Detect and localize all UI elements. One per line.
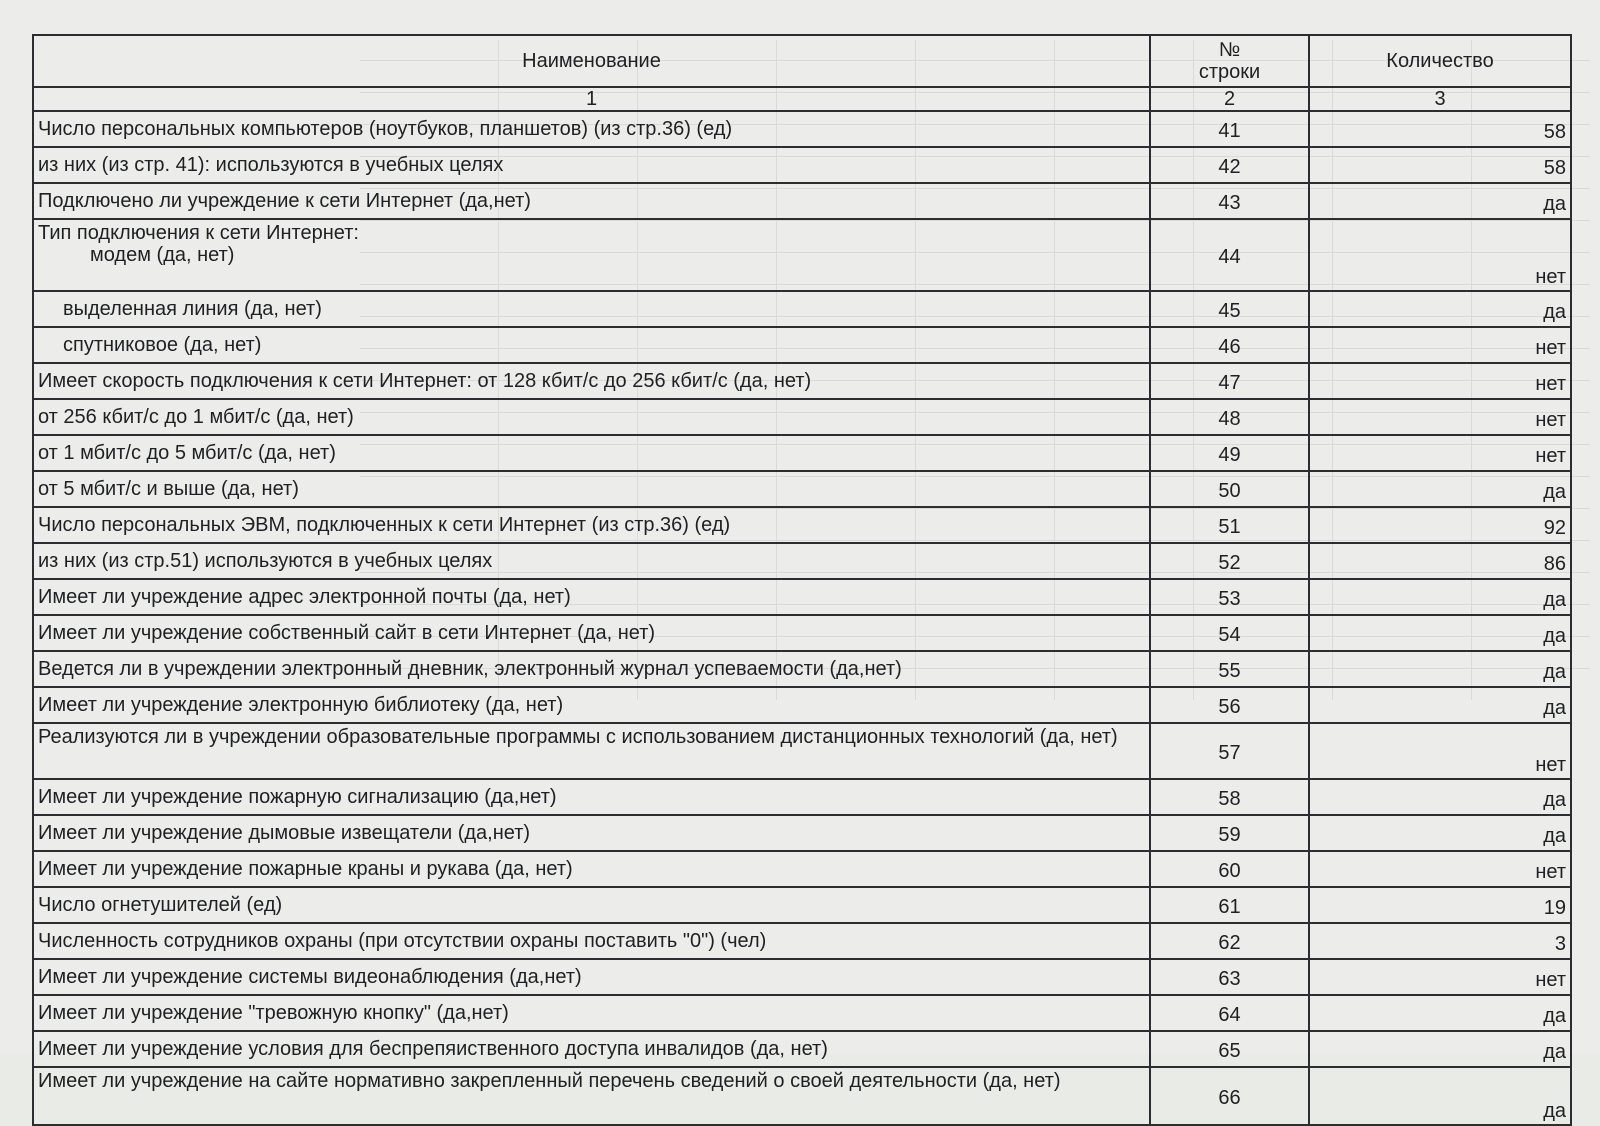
row-value: нет: [1309, 219, 1571, 291]
row-name-indented: выделенная линия (да, нет): [63, 298, 322, 320]
row-value: нет: [1309, 327, 1571, 363]
table-row: [33, 291, 1571, 327]
row-name: Численность сотрудников охраны (при отсутствии охраны поставить "0") (чел): [33, 923, 1150, 959]
row-name: из них (из стр. 41): используются в учебных целях: [33, 147, 1150, 183]
table-row: [33, 363, 1571, 399]
header-name: Наименование: [33, 35, 1150, 87]
row-name: Имеет ли учреждение условия для беспрепяиственного доступа инвалидов (да, нет): [33, 1031, 1150, 1067]
table-row: [33, 651, 1571, 687]
row-value: да: [1309, 995, 1571, 1031]
row-number: 65: [1150, 1031, 1309, 1067]
row-number: 42: [1150, 147, 1309, 183]
row-value: 58: [1309, 111, 1571, 147]
row-name: Имеет ли учреждение пожарные краны и рукава (да, нет): [33, 851, 1150, 887]
row-value: нет: [1309, 959, 1571, 995]
row-number: 56: [1150, 687, 1309, 723]
table-row: [33, 579, 1571, 615]
row-name: Имеет ли учреждение дымовые извещатели (да,нет): [33, 815, 1150, 851]
row-number: 62: [1150, 923, 1309, 959]
row-name: Имеет ли учреждение адрес электронной почты (да, нет): [33, 579, 1150, 615]
row-value: 58: [1309, 147, 1571, 183]
row-name: Число персональных ЭВМ, подключенных к сети Интернет (из стр.36) (ед): [33, 507, 1150, 543]
row-number: 61: [1150, 887, 1309, 923]
row-number: 58: [1150, 779, 1309, 815]
table-row: [33, 435, 1571, 471]
row-value: 3: [1309, 923, 1571, 959]
row-name: Реализуются ли в учреждении образовательные программы с использованием дистанционных технологий (да, нет): [33, 723, 1150, 779]
row-name: от 256 кбит/с до 1 мбит/с (да, нет): [33, 399, 1150, 435]
row-number: 44: [1150, 219, 1309, 291]
table-row: [33, 147, 1571, 183]
table-row: [33, 887, 1571, 923]
table-row: [33, 1031, 1571, 1067]
table-row: [33, 543, 1571, 579]
row-value: да: [1309, 687, 1571, 723]
row-value: да: [1309, 183, 1571, 219]
row-number: 48: [1150, 399, 1309, 435]
column-index-row: [33, 87, 1571, 111]
row-name: Число огнетушителей (ед): [33, 887, 1150, 923]
header-number-word: строки: [1198, 61, 1261, 83]
row-number: 51: [1150, 507, 1309, 543]
row-number: 46: [1150, 327, 1309, 363]
table-row: [33, 399, 1571, 435]
row-value: да: [1309, 779, 1571, 815]
table-row: [33, 219, 1571, 291]
row-number: 52: [1150, 543, 1309, 579]
row-number: 66: [1150, 1067, 1309, 1125]
row-name: из них (из стр.51) используются в учебных целях: [33, 543, 1150, 579]
row-name: от 1 мбит/с до 5 мбит/с (да, нет): [33, 435, 1150, 471]
table-row: [33, 779, 1571, 815]
row-name-indented: спутниковое (да, нет): [63, 334, 262, 356]
row-number: 41: [1150, 111, 1309, 147]
row-name: Имеет ли учреждение "тревожную кнопку" (да,нет): [33, 995, 1150, 1031]
table-row: [33, 1067, 1571, 1125]
row-value: да: [1309, 1031, 1571, 1067]
header-number-sign: №: [1218, 39, 1241, 61]
row-number: 60: [1150, 851, 1309, 887]
row-number: 45: [1150, 291, 1309, 327]
row-value: да: [1309, 1067, 1571, 1125]
row-value: да: [1309, 815, 1571, 851]
row-value: да: [1309, 579, 1571, 615]
table-row: [33, 723, 1571, 779]
row-number: 59: [1150, 815, 1309, 851]
row-value: 19: [1309, 887, 1571, 923]
table-header-row: [33, 35, 1571, 87]
row-number: 63: [1150, 959, 1309, 995]
row-name: [33, 219, 1150, 291]
table-row: [33, 111, 1571, 147]
statistics-form-table: [32, 34, 1572, 1126]
header-row-number: [1150, 35, 1309, 87]
row-name: Ведется ли в учреждении электронный дневник, электронный журнал успеваемости (да,нет): [33, 651, 1150, 687]
row-name: от 5 мбит/с и выше (да, нет): [33, 471, 1150, 507]
row-value: нет: [1309, 399, 1571, 435]
row-value: нет: [1309, 851, 1571, 887]
row-value: 86: [1309, 543, 1571, 579]
table-row: [33, 507, 1571, 543]
row-name: [33, 327, 1150, 363]
table-row: [33, 815, 1571, 851]
row-number: 50: [1150, 471, 1309, 507]
row-number: 54: [1150, 615, 1309, 651]
row-number: 47: [1150, 363, 1309, 399]
header-quantity: Количество: [1309, 35, 1571, 87]
row-value: да: [1309, 471, 1571, 507]
row-number: 64: [1150, 995, 1309, 1031]
row-name: Имеет ли учреждение собственный сайт в сети Интернет (да, нет): [33, 615, 1150, 651]
row-name-main: Тип подключения к сети Интернет:: [38, 222, 359, 244]
table-row: [33, 687, 1571, 723]
table-row: [33, 471, 1571, 507]
row-number: 55: [1150, 651, 1309, 687]
row-value: нет: [1309, 363, 1571, 399]
row-value: нет: [1309, 723, 1571, 779]
row-number: 53: [1150, 579, 1309, 615]
table-row: [33, 959, 1571, 995]
row-name: Имеет ли учреждение системы видеонаблюдения (да,нет): [33, 959, 1150, 995]
row-name: Подключено ли учреждение к сети Интернет (да,нет): [33, 183, 1150, 219]
row-value: да: [1309, 651, 1571, 687]
row-value: нет: [1309, 435, 1571, 471]
row-number: 49: [1150, 435, 1309, 471]
table-row: [33, 851, 1571, 887]
row-name: Число персональных компьютеров (ноутбуков, планшетов) (из стр.36) (ед): [33, 111, 1150, 147]
row-name: [33, 291, 1150, 327]
column-index-1: 1: [33, 87, 1150, 111]
column-index-2: 2: [1150, 87, 1309, 111]
row-value: да: [1309, 615, 1571, 651]
row-name: Имеет ли учреждение пожарную сигнализацию (да,нет): [33, 779, 1150, 815]
row-number: 57: [1150, 723, 1309, 779]
column-index-3: 3: [1309, 87, 1571, 111]
row-number: 43: [1150, 183, 1309, 219]
table-row: [33, 327, 1571, 363]
row-value: да: [1309, 291, 1571, 327]
row-name-sub: модем (да, нет): [90, 244, 235, 266]
table-row: [33, 183, 1571, 219]
row-name: Имеет ли учреждение на сайте нормативно закрепленный перечень сведений о своей деятельности (да, нет): [33, 1067, 1150, 1125]
table-row: [33, 923, 1571, 959]
row-name: Имеет скорость подключения к сети Интернет: от 128 кбит/с до 256 кбит/с (да, нет): [33, 363, 1150, 399]
row-value: 92: [1309, 507, 1571, 543]
table-row: [33, 995, 1571, 1031]
row-name: Имеет ли учреждение электронную библиотеку (да, нет): [33, 687, 1150, 723]
table-row: [33, 615, 1571, 651]
